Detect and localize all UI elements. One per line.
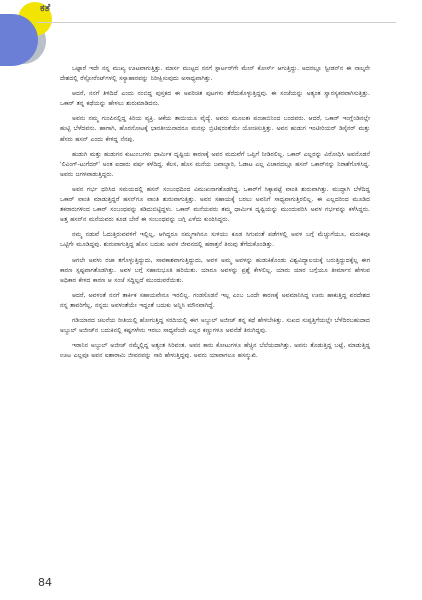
paragraph-4: ಹುಡುಗಿ ಮತ್ತು ಹುಡುಗನ ಕುಟುಂಬಗಳು ಧಾರ್ಮಿಕ ದೃಷ್ಟಿಯ ಕಾರಣಕ್ಕೆ ಅವರ ಮದುವೆಗೆ ಒಪ್ಪಿಗೆ ನೀಡಿರಲಿಲ್ಲ. ಒಕಾರ್ ಎಲ್ಲರನ್ನು ವಿರೋಧಿಸಿ ಅವನೊಡನೆ 'ಲಿವಿಂಗ್-ಟುಗೆದರ್' ಅಂತ ಐದಾರು ವರ್ಷ ಕಳೆದಿದ್ದ. ಕೆಲಸ, ಹೊಸ ಮನೆಯ ಜವಾಬ್ದಾರಿ, ಓಡಾಟ ಎಲ್ಲ ವಿಚಾರದಲ್ಲೂ ಹಸನ್ ಒಕಾರ್‌ನನ್ನು ನಿರಾಶೆಗೊಳಿಸಿದ್ದ. ಅವರು ಜಗಳವಾಡುತ್ತಿದ್ದರು. xyxy=(60,150,370,178)
paragraph-9: ಗಡಿಯಾರದ ಚಲನೆಯ ರೀತಿಯಲ್ಲಿ ಹೋಗುತ್ತಿದ್ದ ಸರದಿಯಲ್ಲಿ ಈಗ ಅಬ್ದುಲ್ ಅಜೀಜ್ ತನ್ನ ಕಥೆ ಹೇಳಬೇಕಿತ್ತು. ಸುಖದ ಸುಪ್ಪತ್ತಿಗೆಯಲ್ಲೇ ಬೆಳೆದಿರಬಹುದಾದ ಅಬ್ದುಲ್ ಅಜೀಜ್‌ನ ಬದುಕಿನಲ್ಲಿ ಕಷ್ಟಗಳೇನು ಇರಲು ಸಾಧ್ಯವೆಂದೇ ಎಲ್ಲರ ಕಣ್ಣುಗಳೂ ಅವನೆಡೆ ತಿರುಗಿದ್ದವು. xyxy=(60,316,370,335)
paragraph-7: ಆಗಲೇ ಅವಳು ರಜಾ ತಗೊಳ್ಳುತ್ತಿದ್ದುದು, ಸಾವಕಾಶವಾಗುತ್ತಿದ್ದುದು, ಅವಳ ಅಮ್ಮ ಅವಳನ್ನು ಹುಡುಕಿಕೊಂಡು ವಿಶ್ವವಿದ್ಯಾಲಯಕ್ಕೆ ಬರುತ್ತಿದ್ದುದಕ್ಕೆಲ್ಲ ಈಗ ಕಾರಣ ಸ್ಪಷ್ಟವಾಗತೊಡಗಿತ್ತು. ಅವಳ ಬಗ್ಗೆ ಸಹಾನುಭೂತಿ ಹರಿಯಿತು. ಯಾರೂ ಅವಳನ್ನು ಪ್ರಶ್ನೆ ಕೇಳಲಿಲ್ಲ. ಯಾರು ಯಾರ ಬಗ್ಗೆಯೂ ತೀರ್ಮಾನ ಹೇಳುವ ಅಧಿಕಾರ ಕೇಳದ ಕಾರಣ ಆ ಸಂಜೆ ಸದ್ದಿಲ್ಲದೆ ಮುಂದುವರೆಯಿತು. xyxy=(60,256,370,284)
chapter-title: ಕತೆ xyxy=(40,3,51,14)
paragraph-6: ನಮ್ಮ ನಡುವೆ ಓದುತ್ತಿರುವವಳಿಗೆ ಇಲ್ಲಿಲ್ಲ, ಆಗಿದ್ದರೂ ನಮ್ಮಗಾಗಿನೂ ಸುಳಿಯು ಕೂಡ ಸಿಗುವಂತೆ ಪಡೆಗಳಲ್ಲಿ ಅವಳ ಬಗ್ಗೆ ಮೆಚ್ಚುಗೆಯೂ, ಮರುಕವೂ ಒಟ್ಟಿಗೇ ಮೂಡಿದ್ದವು. ಶುರುವಾಗುತ್ತಿದ್ದ ಹೊಸ ಬದುಕು ಅವಳ ಜೀವನದಲ್ಲಿ ಹಠಾತ್ತನೆ ತಿರುವು ತೆಗೆದುಕೊಂಡಿತ್ತು. xyxy=(60,231,370,249)
page-number: 84 xyxy=(38,576,52,589)
paragraph-5: ಅವನ ಗರ್ಭ ಧರಿಸಿದ ಸಮಯದಲ್ಲಿ ಹಸನ್ ಸಂಬಂಧದಿಂದ ವಿಮುಖನಾಗತೊಡಗಿದ್ದ. ಒಕಾರ್‌ಗೆ ಸಿಕ್ಕಾಪಟ್ಟೆ ವಾಂತಿ ಶುರುವಾಗಿತ್ತು. ಮುದ್ದಾಗಿ ಬೆಳೆದಿದ್ದ ಒಕಾರ್ ವಾಂತಿ ಮಾಡುತ್ತಿದ್ದರೆ ಹಸನ್‌ಗೂ ವಾಂತಿ ಶುರುವಾಗುತ್ತಿತ್ತು. ಅವನ ಸಹಾಯಕ್ಕೆ ಬರಲು ಅವನಿಗೆ ಸಾಧ್ಯವಾಗುತ್ತಿರಲಿಲ್ಲ. ಈ ಎಲ್ಲದರಿಂದ ಮೂಡಿದ ತಕರಾರುಗಳಿಂದ ಒಕಾರ್ ಸಂಬಂಧವನ್ನು ಕಡಿದುಬಿಟ್ಟಿದ್ದಳು. ಒಕಾರ್ ಮನೆಯವರು ತಮ್ಮ ಧಾರ್ಮಿಕ ದೃಷ್ಟಿಯನ್ನು ಮುಂದುವರಿಸಿ ಅವಳ ಗರ್ಭವನ್ನು ಕಳೆಸಿದ್ದರು. ಅತ್ತ ಹಸನ್‌ನ ಮನೆಯವರು ಕೂಡ ಬೇರೆ ಈ ಸಂಬಂಧವನ್ನು ಜಗ್ಗಿ ಎಳೆದು ಕುಂಠಿಸಿದ್ದರು. xyxy=(60,185,370,224)
paragraph-8: ಆದರೆ, ಅವಳಂತೆ ನನಗೆ ತಾರ್ಕಿಕ ಸಹಾಯವೇನೂ ಇರಲಿಲ್ಲ. ಗಂಡಸೊಡನೆ ಇಲ್ಲ ಎಂಬ ಒಂದೇ ಕಾರಣಕ್ಕೆ ಅವಮಾನಿಸಿದ್ದ ಊರು ಹಾಕುತ್ತಿದ್ದ ಪರದೇಶದ ನನ್ನ ತಾವರಿಗೆಲ್ಲ, ನನ್ನದು ಅವಳಂತೆಯೇ ಇದ್ದಂತೆ ಬದುಕು ಅನ್ನಿಸಿ ಮೌನವಾಗಿದ್ದೆ. xyxy=(60,291,370,309)
paragraph-3: ಅವನು ನಮ್ಮ ಗುಂಪಿನಲ್ಲಿದ್ದ ಕಿರಿಯ ವ್ಯಕ್ತಿ. ಆಕೆಯ ತಾಯಿಯೂ ವೈದ್ಯೆ. ಅವರು ಮೂಲತಃ ಪಂಜಾಬಿನಿಂದ ಬಂದವರು. ಆದರೆ, ಒಕಾರ್ ಇಂಗ್ಲೆಂಡಿನಲ್ಲೇ ಹುಟ್ಟಿ ಬೆಳೆದವನು. ಹಾಗಾಗಿ, ಹೊರನೋಟಕ್ಕೆ ಭಾರತೀಯನಾದರೂ ಮನಸ್ಸು ಬ್ರಿಟಿಷರಂತೆಯೇ ಯೋಚಿಸುತ್ತಿತ್ತು. ಅವನ ಹುಡುಗ ಇಂಟೀರಿಯರ್ ಡಿಸೈನರ್ ಮತ್ತು ಹೆಸರು ಹಸನ್ ಎಂದು ಕೇಳಿದ್ದ ನೆನಪು. xyxy=(60,115,370,143)
paragraph-1: ಒಟ್ಟಾರೆ ಇದೇ ನನ್ನ ಮುಖ್ಯ ಊಟವಾಗುತ್ತಿತ್ತು. ಮಾರ್ಸ ಮುಟ್ಟದ ನನಗೆ ಸ್ಟಾರ್ಟರ್‌ಗೇ ಮೇನ್ ಕೋರ್ಸ್ ಆಗುತ್ತಿದ್ದು. ಅದರಲ್ಲೂ ಸ್ವೀಡನ್‌ನ ಈ ನಾಲ್ಕನೇ ದೇಶದಲ್ಲಿ ರೆಸ್ಟೋರೆಂಟ್‌ಗಳಲ್ಲಿ ಸಸ್ಯಾಹಾರವನ್ನು ನಿರೀಕ್ಷಿಸುವುದು ಅಸಾಧ್ಯವಾಗಿತ್ತು. xyxy=(60,65,370,83)
header-rule xyxy=(36,2,396,23)
paragraph-10: ಇರಾನಿನ ಅಬ್ದುಲ್ ಅಜೀಜ್ ನಮ್ಮೆಲ್ಲಿದ್ದ ಅತ್ಯಂತ ಸಿರಿವಂತ. ಅವನ ಕಾರು ಕೋಟುಗಳೂ ಹೆಚ್ಚಿನ ಬೆಲೆಯದಾಗಿತ್ತು. ಅವನು ತೊಡುತ್ತಿದ್ದ ಬಟ್ಟೆ, ಮಾಡುತ್ತಿದ್ದ ಊಟ ಎಲ್ಲವೂ ಅವನ ಐಶಾರಾಮಿ ಜೀವನವನ್ನು ಸಾರಿ ಹೇಳುತ್ತಿದ್ದವು. ಅವನು ಯಾವಾಗಲೂ ಹಸನ್ಮುಖಿ. xyxy=(60,342,370,360)
paragraph-2: ಆದರೆ, ನನಗೆ ತಿಳಿದಿದೆ ಎಂದು ನಂಬಿದ್ದ ಪುಸ್ತಕದ ಈ ಅಪರಿಚಿತ ಪುಟಗಳು ತೆರೆದುಕೊಳ್ಳುತ್ತಿದ್ದವು. ಈ ಸಂಜೆಯನ್ನು ಅತ್ಯಂತ ಸ್ವಾರಸ್ಯಕರವಾಗಿಸುತ್ತಿತ್ತು. ಒಕಾರ್ ತನ್ನ ಕಥೆಯನ್ನು ಹೇಳಲು ಶುರುಮಾಡಿದನು. xyxy=(60,90,370,108)
article-body xyxy=(60,64,370,366)
